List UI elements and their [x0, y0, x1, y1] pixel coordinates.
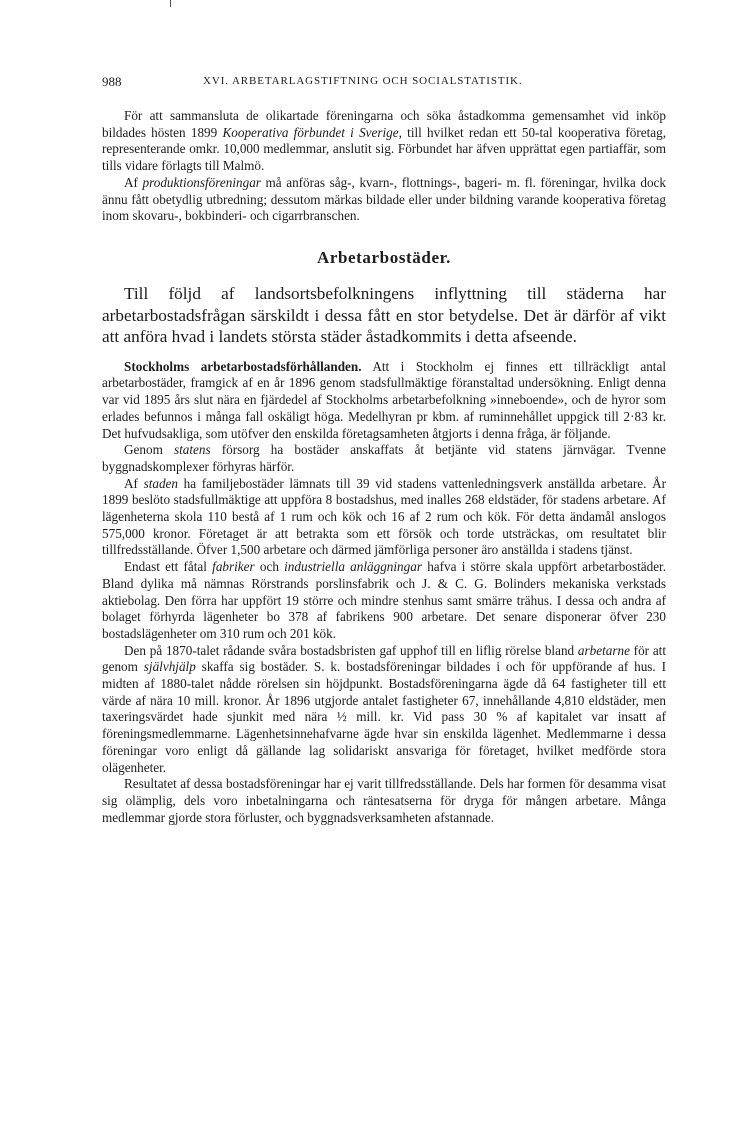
emphasized-term: arbetarne [577, 642, 630, 658]
text-run: , till hvilket redan ett 50-tal kooperativa företag, representerande omkr. 10,000 medlemmar, anslutit sig. Förbundet har äfven upprättat egen partiaffär, som tills vidare förlagts till Malmö. [102, 124, 666, 174]
paragraph [102, 776, 666, 826]
body-section [102, 359, 666, 827]
text-run: hafva i större skala uppfört arbetarbostäder. Bland dylika må nämnas Rörstrands porslinsfabrik och J. & C. G. Bolinders mekaniska verkstads aktiebolag. Den förra har uppfört 19 större och mindre stenhus samt smärre trähus. I dessa och andra af bolaget förhyrda lägenheter bo 378 af fabrikens 900 arbetare. Det senare disponerar öfver 230 bostadslägenheter om 310 rum och 201 kök. [102, 559, 667, 641]
paragraph [102, 359, 666, 443]
scan-mark [170, 0, 171, 7]
text-run: Till följd af landsortsbefolkningens inflyttning till städerna har arbetarbostadsfrågan särskildt i dessa fått en stor betydelse. Det är därför af vikt att anföra hvad i landets största städer åstadkommits i detta afseende. [102, 283, 666, 347]
text-run: Resultatet af dessa bostadsföreningar har ej varit tillfredsställande. Dels har formen för desamma visat sig olämplig, dels voro inbetalningarna och räntesatserna för dryga för mången arbetare. Många medlemmar gjorde stora förluster, och byggnadsverksamheten afstannade. [102, 776, 666, 825]
lead-paragraph [102, 283, 666, 348]
text-run: skaffa sig bostäder. S. k. bostadsföreningar bildades i och för uppförande af hus. I midten af 1880-talet nådde rörelsen sin höjdpunkt. Bostadsföreningarna ägde då 64 fastigheter till ett värde af nära 10 mill. kronor. År 1896 utgjorde antalet fastigheter 67, innehållande 4,810 eldstäder, men taxeringsvärdet hade sjunkit med nära ½ mill. kr. Vid pass 30 % af kapitalet var insatt af föreningsmedlemmarne. Lägenhetsinnehafvarne ägde hvar sin enskilda lägenhet. Medlemmarne i dessa föreningar voro enligt då gällande lag solidariskt ansvariga för företaget, hvilket medförde stora olägenheter. [102, 659, 666, 775]
text-run: För att sammansluta de olikartade föreningarna och söka åstadkomma gemensamhet vid inköp bildades hösten 1899 [102, 108, 666, 140]
paragraph [102, 108, 666, 175]
paragraph [102, 559, 666, 643]
emphasized-term: industriella anläggningar [284, 559, 422, 575]
page-number: 988 [102, 74, 122, 89]
emphasized-term: staden [143, 475, 178, 491]
run-in-heading: Stockholms arbetarbostadsförhållanden. [124, 358, 362, 374]
book-page [102, 74, 666, 826]
paragraph [102, 442, 666, 475]
emphasized-term: Kooperativa förbundet i Sverige [222, 124, 399, 140]
emphasized-term: produktionsföreningar [142, 174, 261, 190]
paragraph [102, 643, 666, 777]
chapter-title: XVI. ARBETARLAGSTIFTNING OCH SOCIALSTATISTIK. [203, 75, 523, 87]
emphasized-term: statens [173, 442, 211, 458]
text-run: försorg ha bostäder anskaffats åt betjänte vid statens järnvägar. Tvenne byggnadskomplexer förhyras härför. [102, 442, 666, 474]
emphasized-term: fabriker [212, 559, 255, 575]
text-run: Genom [124, 442, 174, 458]
intro-section [102, 108, 666, 225]
text-run: Af [124, 174, 143, 190]
text-run: för att genom [102, 642, 667, 675]
paragraph [102, 476, 666, 560]
text-run: Den på 1870-talet rådande svåra bostadsbristen gaf upphof till en liflig rörelse bland [124, 642, 578, 658]
running-head [102, 74, 666, 94]
paragraph [102, 175, 666, 225]
text-run: ha familjebostäder lämnats till 39 vid stadens vattenledningsverk anställda arbetare. År 1899 beslöto stadsfullmäktige att uppföra 8 bostadshus, med inalles 268 eldstäder, för stadens arbetare. Af lägenheterna skola 110 bestå af 1 rum och kök och 16 af 2 rum och kök. För detta ändamål anslogos 575,000 kronor. Företaget är att betrakta som ett försök och torde utsträckas, om resultatet blir tillfredsställande. Öfver 1,500 arbetare och därmed jämförliga personer äro anställda i stadens tjänst. [102, 475, 666, 558]
emphasized-term: självhjälp [143, 659, 196, 675]
text-run: Att i Stockholm ej finnes ett tillräckligt antal arbetarbostäder, framgick af en år 1896 genom stadsfullmäktige föranstaltad undersökning. Enligt denna var vid 1895 års slut nära en fjärdedel af Stockholms arbetarbefolkning »inneboende», och de hyror som erlades befunnos i många fall oskäligt höga. Medelhyran pr kbm. af ruminnehållet uppgick till 2·83 kr. Det hufvudsakliga, som utöfver den enskilda företagsamheten åtgjorts i denna fråga, är följande. [102, 358, 666, 441]
text-run: må anföras såg-, kvarn-, flottnings-, bageri- m. fl. föreningar, hvilka dock ännu fått obetydlig utbredning; dessutom märkas bildade eller under bildning varande kooperativa företag inom skovaru-, bokbinderi- och cigarrbranschen. [102, 174, 666, 224]
text-run: och [254, 559, 285, 575]
text-run: Af [124, 475, 144, 491]
text-run: Endast ett fåtal [124, 559, 213, 575]
section-heading: Arbetarbostäder. [316, 247, 452, 267]
lead-paragraph-block [102, 283, 666, 348]
